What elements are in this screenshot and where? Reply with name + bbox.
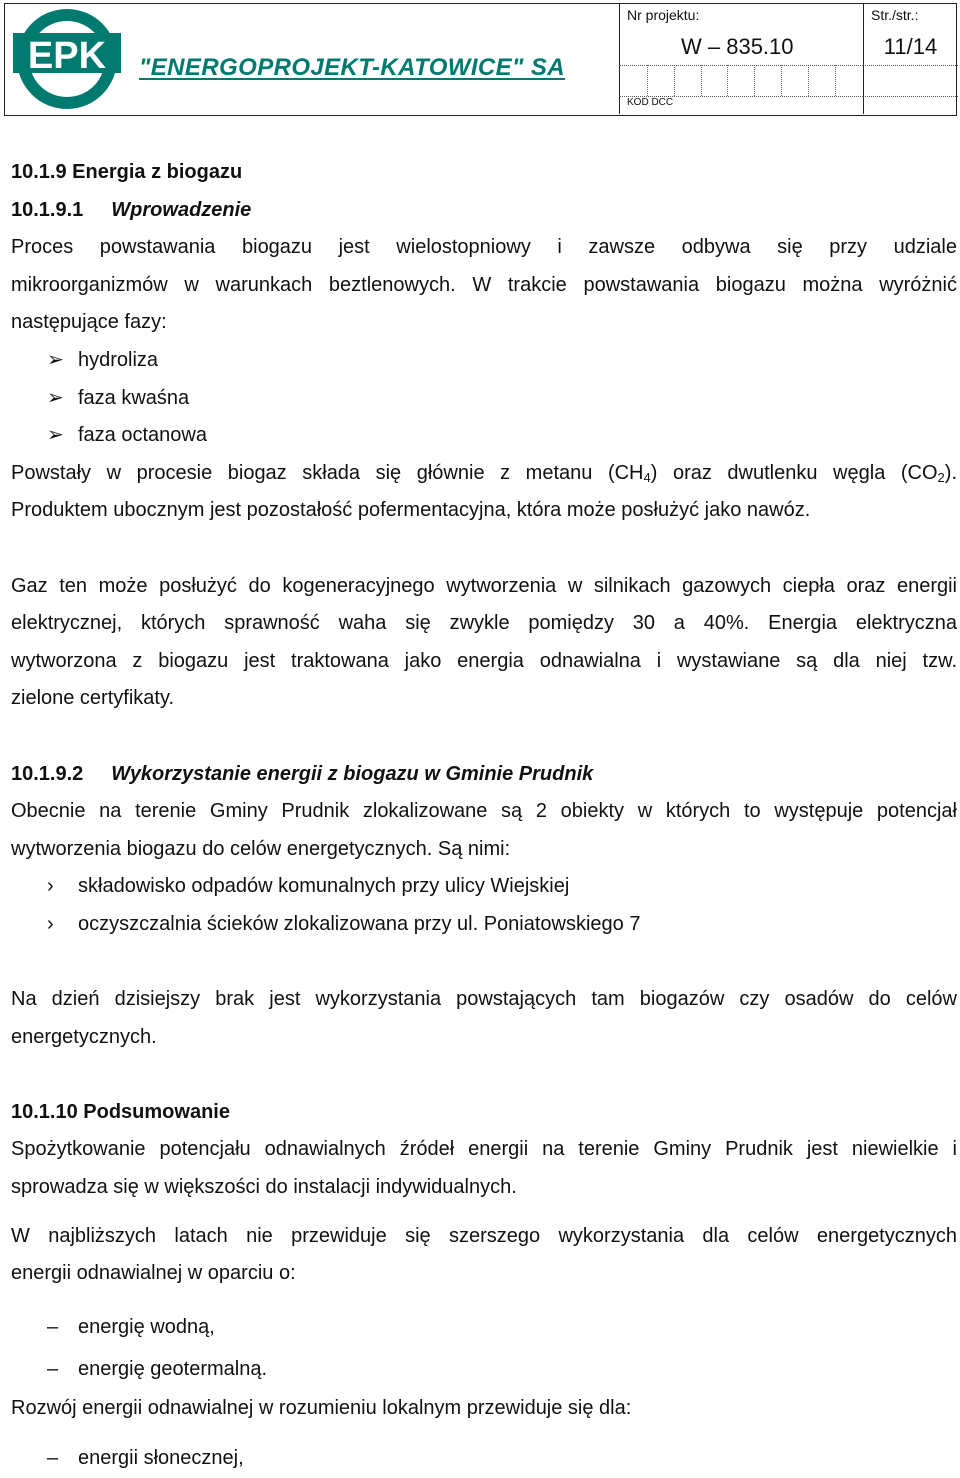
list-item-text: energię geotermalną. bbox=[78, 1357, 268, 1380]
kod-dcc-label: KOD DCC bbox=[627, 97, 674, 108]
project-label: Nr projektu: bbox=[627, 7, 700, 23]
code-cell-divider bbox=[701, 65, 702, 96]
dotted-divider bbox=[863, 65, 958, 66]
code-cell-divider bbox=[835, 65, 836, 96]
paragraph-line: Proces powstawania biogazu jest wielostopniowy i zawsze odbywa się przy udziale bbox=[11, 236, 957, 259]
paragraph-line: Na dzień dzisiejszy brak jest wykorzystania powstających tam biogazów czy osadów do celów bbox=[11, 988, 957, 1011]
paragraph-line: wytworzenia biogazu do celów energetycznych. Są nimi: bbox=[11, 837, 511, 860]
project-number: W – 835.10 bbox=[681, 34, 794, 59]
page-label: Str./str.: bbox=[871, 7, 919, 23]
logo-cell bbox=[5, 4, 620, 114]
paragraph-line: energii odnawialnej w oparciu o: bbox=[11, 1262, 296, 1285]
list-item bbox=[11, 380, 957, 418]
dash-bullet-icon: – bbox=[47, 1315, 59, 1338]
paragraph-line: Obecnie na terenie Gminy Prudnik zlokalizowane są 2 obiekty w których to występuje potencjał bbox=[11, 800, 957, 823]
list-item bbox=[11, 417, 957, 455]
code-cell-divider bbox=[754, 65, 755, 96]
blank-line bbox=[11, 530, 957, 568]
code-cell-divider bbox=[727, 65, 728, 96]
subsection-number: 10.1.9.2 bbox=[11, 762, 84, 785]
paragraph-line: energetycznych. bbox=[11, 1025, 157, 1048]
list-item-text: faza kwaśna bbox=[78, 386, 190, 409]
blank-line bbox=[11, 943, 957, 981]
text-run: Powstały w procesie biogaz składa się głównie z metanu (CH bbox=[11, 461, 644, 484]
chevron-bullet-icon: › bbox=[47, 875, 54, 898]
dash-bullet-icon: – bbox=[47, 1447, 59, 1470]
list-item-text: hydroliza bbox=[78, 348, 159, 371]
list-item-text: energii słonecznej, bbox=[78, 1447, 244, 1470]
list-item-text: energię wodną, bbox=[78, 1315, 215, 1338]
code-cell-divider bbox=[647, 65, 648, 96]
text-run: ). bbox=[944, 461, 957, 484]
page-cell bbox=[863, 4, 958, 114]
section-heading: 10.1.9 Energia z biogazu bbox=[11, 161, 243, 183]
paragraph-line: W najbliższych latach nie przewiduje się szerszego wykorzystania dla celów energetycznych bbox=[11, 1224, 957, 1247]
arrow-bullet-icon: ➢ bbox=[47, 386, 64, 409]
dotted-divider bbox=[863, 96, 958, 97]
page-number: 11/14 bbox=[883, 34, 938, 59]
paragraph-line: następujące fazy: bbox=[11, 311, 167, 334]
paragraph-line: elektrycznej, których sprawność waha się zwykle pomiędzy 30 a 40%. Energia elektryczna bbox=[11, 612, 957, 635]
dash-bullet-icon: – bbox=[47, 1357, 59, 1380]
paragraph-line: Produktem ubocznym jest pozostałość pofermentacyjna, która może posłużyć jako nawóz. bbox=[11, 499, 811, 522]
code-cell-divider bbox=[674, 65, 675, 96]
list-item-text: oczyszczalnia ścieków zlokalizowana przy ul. Poniatowskiego 7 bbox=[78, 912, 641, 935]
list-item bbox=[11, 1348, 957, 1390]
paragraph-line: Spożytkowanie potencjału odnawialnych źródeł energii na terenie Gminy Prudnik jest niewielkie i bbox=[11, 1138, 957, 1161]
paragraph-line: wytworzona z biogazu jest traktowana jako energia odnawialna i wystawiane są dla niej tzw. bbox=[11, 649, 957, 672]
code-cell-divider bbox=[808, 65, 809, 96]
arrow-bullet-icon: ➢ bbox=[47, 348, 64, 371]
list-item bbox=[11, 906, 957, 944]
section-heading: 10.1.10 Podsumowanie bbox=[11, 1100, 230, 1123]
logo-text: EPK bbox=[27, 35, 107, 77]
paragraph-line bbox=[11, 455, 957, 493]
dotted-divider bbox=[619, 65, 863, 66]
project-cell bbox=[619, 4, 864, 114]
list-item bbox=[11, 868, 957, 906]
paragraph-line: sprowadza się w większości do instalacji indywidualnych. bbox=[11, 1176, 517, 1199]
subsection-title: Wykorzystanie energii z biogazu w Gminie Prudnik bbox=[111, 762, 594, 785]
list-item bbox=[11, 1306, 957, 1348]
list-item bbox=[11, 1440, 957, 1478]
chevron-bullet-icon: › bbox=[47, 912, 54, 935]
subscript: 2 bbox=[937, 469, 945, 485]
list-item-text: składowisko odpadów komunalnych przy ulicy Wiejskiej bbox=[78, 875, 570, 898]
paragraph-line: mikroorganizmów w warunkach beztlenowych. W trakcie powstawania biogazu można wyróżnić bbox=[11, 273, 957, 296]
subsection-number: 10.1.9.1 bbox=[11, 198, 84, 221]
list-item-text: faza octanowa bbox=[78, 424, 207, 447]
document-body bbox=[11, 154, 957, 1478]
paragraph-line: Gaz ten może posłużyć do kogeneracyjnego wytworzenia w silnikach gazowych ciepła oraz energii bbox=[11, 574, 957, 597]
arrow-bullet-icon: ➢ bbox=[47, 424, 64, 447]
list-item bbox=[11, 342, 957, 380]
paragraph-line: Rozwój energii odnawialnej w rozumieniu lokalnym przewiduje się dla: bbox=[11, 1396, 632, 1419]
subsection-heading bbox=[11, 192, 957, 230]
epk-logo-icon bbox=[13, 7, 121, 111]
document-header bbox=[4, 3, 957, 116]
paragraph-line: zielone certyfikaty. bbox=[11, 687, 175, 710]
text-run: ) oraz dwutlenku węgla (CO bbox=[650, 461, 938, 484]
subscript: 4 bbox=[643, 469, 651, 485]
subsection-title: Wprowadzenie bbox=[111, 198, 252, 221]
company-name: "ENERGOPROJEKT-KATOWICE" SA bbox=[139, 54, 566, 81]
subsection-heading bbox=[11, 756, 957, 794]
blank-line bbox=[11, 718, 957, 756]
code-cell-divider bbox=[781, 65, 782, 96]
blank-line bbox=[11, 1056, 957, 1094]
